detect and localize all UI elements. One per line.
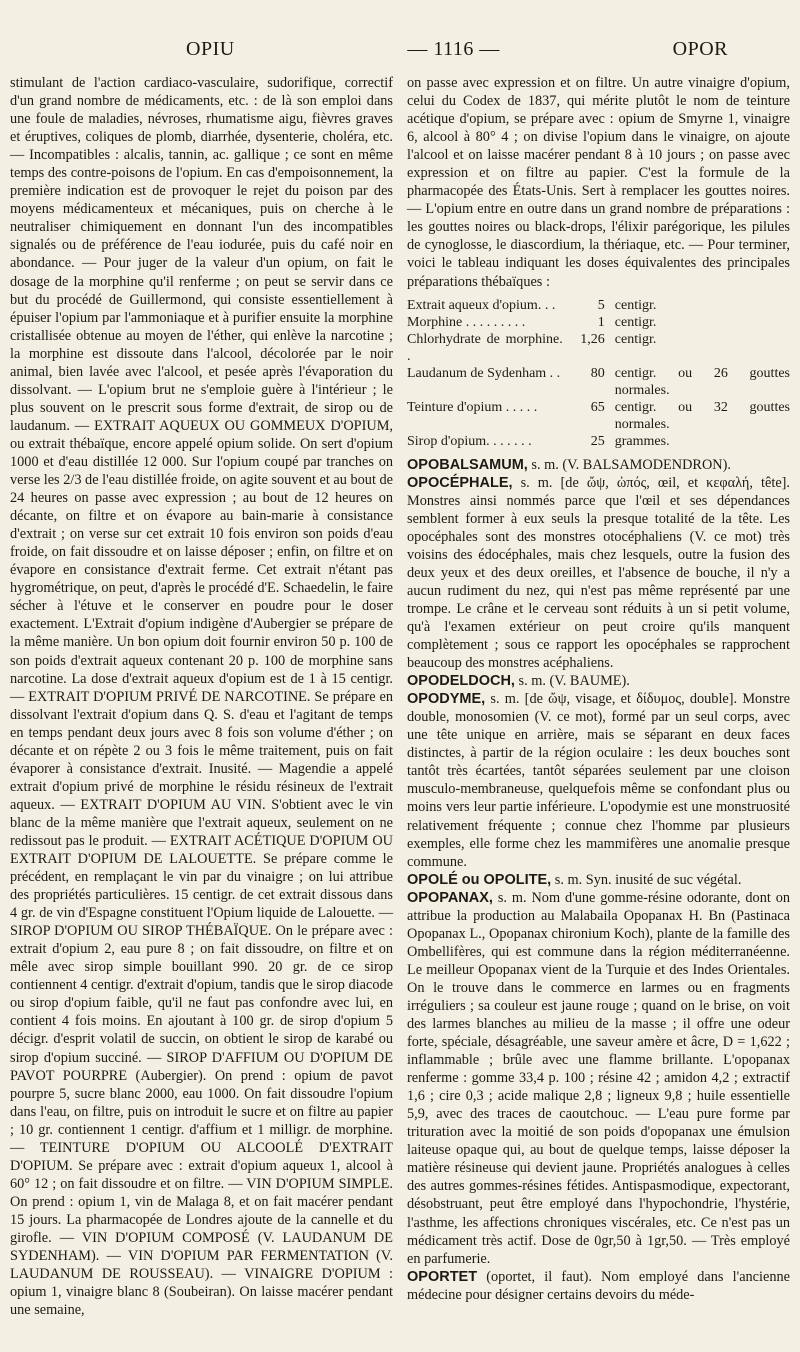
- prep-name: Morphine . . . . . . . . .: [407, 314, 526, 330]
- table-row: [407, 331, 790, 365]
- prep-name: Extrait aqueux d'opium. . .: [407, 297, 556, 313]
- entry-headword: OPOCÉPHALE,: [407, 474, 513, 491]
- entry-body: s. m. [de ὤψ, ὠπός, œil, et κεφαλή, tête]. Monstres ainsi nommés parce que l'œil et ses dépendances semblent former à eux seuls la presque totalité de la tête. Les opocéphales sont des monstres otocéphaliens (V. ce mot) très voisins des édocéphales, mais chez lesquels, outre la fusion des deux yeux et des deux oreilles, et l'absence de bouche, il n'y a aucun rudiment du nez, qui n'est pas même représenté par une trompe. Le crâne et le cerveau sont réduits à un si petit volume, qu'à l'examen extérieur on peut croire qu'ils manquent complètement ; sous ce rapport les opocéphales se rapprochent beaucoup des monstres acéphaliens.: [407, 474, 790, 672]
- opium-continued-text: stimulant de l'action cardiaco-vasculaire, sudorifique, correctif d'un grand nombre de médicaments, etc. : de là son emploi dans une foule de maladies, névroses, rhumatisme aigu, fièvres graves et éruptives, coliques de plomb, diarrhée, dysenterie, choléra, etc. — Incompatibles : alcalis, tannin, ac. gallique ; ce sont en même temps des contre-poisons de l'opium. En cas d'empoisonnement, la première indication est de provoquer le rejet du poison par des moyens médicamenteux et mécaniques, puis on cherche à le neutraliser chimiquement en donnant l'un des incompatibles signalés ou de préférence de l'eau iodurée, puis du café noir en abondance. — Pour juger de la valeur d'un opium, on fait le dosage de la morphine qu'il renferme ; on peut se servir dans ce but du procédé de Guillermond, qui consiste essentiellement à épuiser l'opium par l'ammoniaque et à purifier ensuite la morphine cristallisée obtenue au moyen de l'éther, qui enlève la narcotine ; la morphine est dissoute dans l'alcool, décolorée par le noir animal, bien lavée avec l'alcool, et pesée après l'évaporation du dissolvant. — L'opium brut ne s'emploie guère à l'intérieur ; le plus souvent on le prescrit sous forme d'extrait, de sirop ou de laudanum. — EXTRAIT AQUEUX OU GOMMEUX D'OPIUM, ou extrait thébaïque, encore appelé opium solide. On sert d'opium 1000 et d'eau distillée 12 000. Sur l'opium coupé par tranches on verse les 2/3 de l'eau distillée froide, on agite souvent et au bout de 24 heures on passe avec expression ; au bout de 12 heures on décante, on filtre et on évapore au bain-marie à consistance d'extrait ; on verse sur cet extrait 10 fois environ son poids d'eau froide, on fait dissoudre et on laisse déposer ; enfin, on filtre et on évapore en consistance d'extrait ferme. Cet extrait n'étant pas hygrométrique, on peut, d'après le procédé d'E. Schaedelin, le faire sécher à l'étuve et le conserver en poudre pour le doser exactement. L'Extrait d'opium indigène d'Aubergier se prépare de la même manière. Un bon opium doit fournir environ 50 p. 100 de son poids d'extrait aqueux contenant 20 p. 100 de morphine sans narcotine. La dose d'extrait aqueux d'opium est de 1 à 15 centigr. — EXTRAIT D'OPIUM PRIVÉ DE NARCOTINE. Se prépare en dissolvant l'extrait d'opium dans Q. S. d'eau et l'agitant de temps en temps pendant deux jours avec 8 fois son volume d'éther ; on décante et on répète 2 ou 3 fois le même traitement, puis on fait évaporer à consistance d'extrait. Inusité. — Magendie a appelé extrait d'opium privé de morphine le résidu résineux de l'extrait aqueux. — EXTRAIT D'OPIUM AU VIN. S'obtient avec le vin blanc de la même manière que l'extrait aqueux, seulement on ne redissout pas le produit. — EXTRAIT ACÉTIQUE D'OPIUM OU EXTRAIT D'OPIUM DE LALOUETTE. Se prépare comme le précédent, en remplaçant le vin par du vinaigre ; on lui attribue des propriétés particulières. 15 centigr. de cet extrait dissous dans 4 gr. de vin d'Espagne constituent l'Opium liquide de Lalouette. — SIROP D'OPIUM OU SIROP THÉBAÏQUE. On le prépare avec : extrait d'opium 2, eau pure 8 ; on fait dissoudre, on filtre et on mêle avec sirop simple bouillant 990. 20 gr. de ce sirop contiennent 4 centigr. d'extrait d'opium, tandis que le sirop diacode ou sirop d'opium faible, qu'il ne faut pas confondre avec lui, en contient 4 fois moins. En ajoutant à 100 gr. de sirop d'opium 5 décigr. d'esprit volatil de succin, on obtient le sirop de karabé ou sirop d'opium succiné. — SIROP D'AFFIUM OU D'OPIUM DE PAVOT POURPRE (Aubergier). On prend : opium de pavot pourpre 5, sucre blanc 2000, eau 1000. On fait dissoudre l'opium dans l'eau, on filtre, puis on introduit le sucre et on filtre au papier ; 10 gr. contiennent 1 centigr. d'affium et 1 milligr. de morphine. — TEINTURE D'OPIUM OU ALCOOLÉ D'EXTRAIT D'OPIUM. Se prépare avec : extrait d'opium aqueux 1, alcool à 60° 12 ; on fait dissoudre et on filtre. — VIN D'OPIUM SIMPLE. On prend : opium 1, vin de Malaga 8, et on fait macérer pendant 15 jours. La pharmacopée de Londres ajoute de la cannelle et du girofle. — VIN D'OPIUM COMPOSÉ (V. LAUDANUM DE SYDENHAM). — VIN D'OPIUM PAR FERMENTATION (V. LAUDANUM DE ROUSSEAU). — VINAIGRE D'OPIUM : opium 1, vinaigre blanc 8 (Soubeiran). On laisse macérer pendant une semaine,: [10, 75, 393, 1319]
- entry-body: s. m. (V. BALSAMODENDRON).: [531, 456, 731, 473]
- entry-headword: OPODYME,: [407, 691, 486, 708]
- right-column: [407, 74, 790, 1319]
- prep-name: Sirop d'opium. . . . . . .: [407, 433, 532, 449]
- entry-headword: OPOPANAX,: [407, 889, 493, 906]
- header-right-word: OPOR: [672, 38, 728, 60]
- entry-body: s. m. Nom d'une gomme-résine odorante, dont on attribue la production au Malabaila Opopanax H. Bn (Pastinaca Opopanax L., Opopanax chironium Koch), plante de la famille des Ombellifères, qui est commune dans la région méditerranéenne. Le meilleur Opopanax vient de la Turquie et des Indes Orientales. On le trouve dans le commerce en larmes ou en fragments irréguliers ; sa couleur est jaune rouge ; quand on le brise, on voit des larmes blanches au milieu de la masse ; il offre une odeur forte, spéciale, désagréable, une saveur amère et âcre, D = 1,622 ; inflammable ; brûle avec une flamme brillante. L'opopanax renferme : gomme 33,4 p. 100 ; résine 42 ; amidon 4,2 ; extractif 1,6 ; cire 0,3 ; acide malique 2,8 ; ligneux 9,8 ; huile essentielle 5,9, avec des traces de caoutchouc. — L'eau pure forme par trituration avec la moitié de son poids d'opopanax une émulsion laiteuse opaque qui, au bout de quelque temps, laisse déposer la matière résineuse qui devient jaune. Propriétés analogues à celles des autres gommes-résines fétides. Antispasmodique, expectorant, désobstruant, peut être employé dans l'hypochondrie, l'hystérie, l'asthme, les affections chroniques viscérales, etc. Ce n'est pas un médicament très actif. Dose de 0gr,50 à 1gr,50. — Très employé en parfumerie.: [407, 889, 791, 1267]
- prep-unit: centigr.: [614, 314, 657, 330]
- prep-value: 25: [590, 433, 605, 449]
- page-number: — 1116 —: [407, 38, 500, 60]
- table-row: [407, 365, 790, 399]
- prep-name: Teinture d'opium . . . . .: [407, 399, 538, 415]
- table-row: [407, 297, 790, 314]
- prep-unit: centigr. ou 32 gouttes normales.: [614, 399, 790, 432]
- running-header: [10, 38, 792, 70]
- prep-value: 80: [590, 365, 605, 381]
- entry-body: s. m. (V. BAUME).: [518, 673, 630, 690]
- prep-value: 5: [597, 297, 605, 313]
- opium-continued-intro: on passe avec expression et on filtre. Un autre vinaigre d'opium, celui du Codex de 1837, qui mérite plutôt le nom de teinture acétique d'opium, se prépare avec : opium de Smyrne 1, vinaigre 6, alcool à 80° 4 ; on divise l'opium dans le vinaigre, on ajoute l'alcool et on laisse macérer pendant 8 à 10 jours ; on passe avec expression et on filtre au papier. C'est la formule de la pharmacopée des États-Unis. Sert à remplacer les gouttes noires. — L'opium entre en outre dans un grand nombre de préparations : les gouttes noires ou black-drops, l'élixir parégorique, les pilules de cynoglosse, le diascordium, la thériaque, etc. — Pour terminer, voici le tableau indiquant les doses équivalentes des principales préparations thébaïques :: [407, 75, 790, 290]
- entry-opobalsamum: [407, 456, 790, 474]
- prep-name: Chlorhydrate de morphine. .: [407, 331, 563, 364]
- entry-opopanax: [407, 889, 790, 1268]
- prep-unit: centigr. ou 26 gouttes normales.: [614, 365, 790, 398]
- entry-headword: OPOBALSAMUM,: [407, 456, 528, 473]
- prep-value: 1: [597, 314, 605, 330]
- dose-equivalence-table: [407, 297, 790, 450]
- prep-unit: centigr.: [614, 331, 657, 347]
- prep-name: Laudanum de Sydenham . .: [407, 365, 561, 381]
- prep-unit: grammes.: [614, 433, 670, 449]
- entry-opole: [407, 871, 790, 889]
- entry-oportet: [407, 1268, 790, 1304]
- entry-headword: OPORTET: [407, 1268, 478, 1285]
- table-row: [407, 314, 790, 331]
- entry-headword: OPOLÉ ou OPOLITE,: [407, 871, 552, 888]
- entry-body: s. m. [de ὤψ, visage, et δίδυμος, double]. Monstre double, monosomien (V. ce mot), formé par un seul corps, avec une tête unique en arrière, mais se séparant en deux faces distinctes, à partir de la région oculaire : les deux bouches sont tantôt très écartées, tantôt séparées seulement par une cloison musculo-membraneuse, quelquefois même se confondant plus ou moins vers leur partie inférieure. L'opodymie est une monstruosité relativement fréquente ; connue chez l'homme par plusieurs exemples, elle forme chez les mammifères une anomalie presque commune.: [407, 691, 790, 870]
- prep-value: 65: [590, 399, 605, 415]
- entry-body: s. m. Syn. inusité de suc végétal.: [554, 871, 742, 888]
- two-column-body: [10, 74, 792, 1319]
- left-column: [10, 74, 393, 1319]
- prep-value: 1,26: [580, 331, 605, 347]
- entry-opodeldoch: [407, 672, 790, 690]
- table-row: [407, 399, 790, 433]
- table-row: [407, 433, 790, 450]
- entry-opodyme: [407, 690, 790, 870]
- entry-headword: OPODELDOCH,: [407, 673, 515, 690]
- entry-opocephale: [407, 474, 790, 673]
- header-left-word: OPIU: [186, 38, 235, 60]
- prep-unit: centigr.: [614, 297, 657, 313]
- entry-body: (oportet, il faut). Nom employé dans l'ancienne médecine pour désigner certains devoirs du méde-: [407, 1268, 790, 1303]
